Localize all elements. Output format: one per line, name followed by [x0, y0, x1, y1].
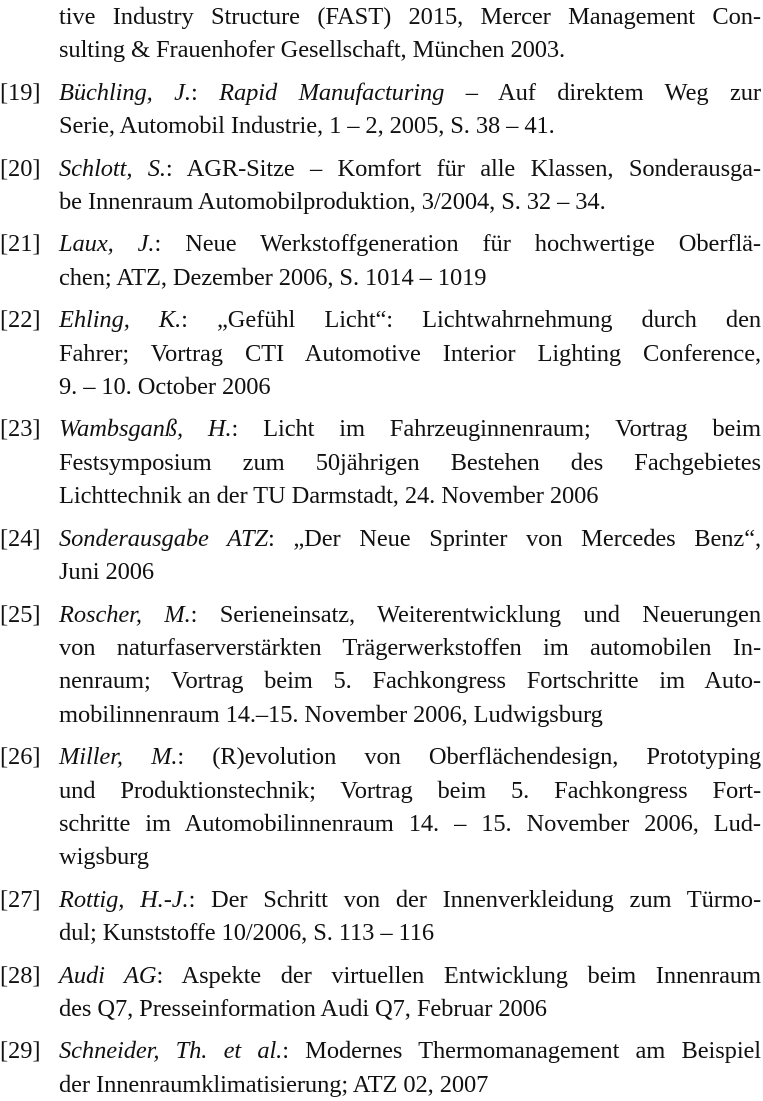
reference-text: : Neue Werkstoffgeneration für hochwertige Oberflä- [154, 230, 761, 258]
reference-text: : „Der Neue Sprinter von Mercedes Benz“, [268, 524, 761, 552]
reference-first-line [59, 1034, 761, 1067]
reference-line: des Q7, Presseinformation Audi Q7, Februar 2006 [59, 994, 547, 1022]
reference-first-line [59, 883, 761, 916]
reference-text: : Der Schritt von der Innenverkleidung zum Türmo- [188, 885, 761, 913]
reference-line: von naturfaserverstärkten Trägerwerkstoffen im automobilen In- [59, 633, 761, 661]
reference-line: wigsburg [59, 843, 149, 871]
reference-28 [0, 959, 761, 1026]
reference-author: Miller, M. [59, 743, 178, 771]
reference-20 [0, 152, 761, 219]
reference-first-line [59, 522, 761, 555]
reference-number: [21] [0, 230, 41, 258]
reference-number: [19] [0, 78, 41, 106]
reference-text: : „Gefühl Licht“: Lichtwahrnehmung durch den [181, 306, 762, 334]
reference-text: : Serieneinsatz, Weiterentwicklung und Neuerungen [190, 600, 761, 628]
reference-first-line [59, 76, 761, 109]
reference-line: tive Industry Structure (FAST) 2015, Mercer Management Con- [59, 3, 761, 30]
reference-line: der Innenraumklimatisierung; ATZ 02, 2007 [59, 1070, 489, 1098]
reference-number: [20] [0, 154, 41, 182]
reference-number: [29] [0, 1037, 41, 1065]
reference-author: Rottig, H.-J. [59, 885, 189, 913]
reference-number: [23] [0, 415, 41, 443]
reference-number: [22] [0, 306, 41, 334]
reference-line: Serie, Automobil Industrie, 1 – 2, 2005, S. 38 – 41. [59, 112, 555, 140]
reference-line: nenraum; Vortrag beim 5. Fachkongress Fortschritte im Auto- [59, 667, 761, 695]
reference-title: Rapid Manufacturing [219, 78, 445, 106]
reference-line: 9. – 10. October 2006 [59, 373, 271, 401]
reference-23 [0, 412, 761, 512]
reference-number: [27] [0, 885, 41, 913]
reference-line: dul; Kunststoffe 10/2006, S. 113 – 116 [59, 919, 435, 947]
reference-author: Laux, J. [59, 230, 155, 258]
reference-text: : AGR-Sitze – Komfort für alle Klassen, Sonderausga- [165, 154, 761, 182]
reference-24 [0, 522, 761, 589]
reference-21 [0, 227, 761, 294]
reference-separator: : [190, 78, 220, 106]
reference-text: : Modernes Thermomanagement am Beispiel [282, 1037, 762, 1065]
reference-author: Sonderausgabe ATZ [59, 524, 269, 552]
reference-line: und Produktionstechnik; Vortrag beim 5. Fachkongress Fort- [59, 776, 761, 804]
reference-line: be Innenraum Automobilproduktion, 3/2004, S. 32 – 34. [59, 188, 606, 216]
reference-author: Audi AG [59, 961, 157, 989]
reference-continuation [0, 0, 761, 67]
reference-author: Schlott, S. [59, 154, 166, 182]
reference-22 [0, 303, 761, 403]
reference-text: : Aspekte der virtuellen Entwicklung beim Innenraum [156, 961, 761, 989]
reference-29 [0, 1034, 761, 1101]
reference-first-line [59, 740, 761, 773]
reference-text: – Auf direktem Weg zur [444, 78, 761, 106]
reference-author: Schneider, Th. et al. [59, 1037, 283, 1065]
reference-25 [0, 598, 761, 732]
reference-26 [0, 740, 761, 874]
reference-line: Fahrer; Vortrag CTI Automotive Interior Lighting Conference, [59, 339, 761, 367]
reference-line: sulting & Frauenhofer Gesellschaft, München 2003. [59, 36, 566, 64]
reference-first-line [59, 412, 761, 445]
reference-number: [28] [0, 961, 41, 989]
reference-text: : Licht im Fahrzeuginnenraum; Vortrag beim [231, 415, 761, 443]
reference-first-line [59, 227, 761, 260]
reference-author: Wambsganß, H. [59, 415, 232, 443]
reference-first-line [59, 303, 761, 336]
reference-first-line [59, 152, 761, 185]
reference-line: Juni 2006 [59, 558, 155, 586]
reference-first-line [59, 959, 761, 992]
reference-author: Büchling, J. [59, 78, 191, 106]
reference-line: mobilinnenraum 14.–15. November 2006, Ludwigsburg [59, 700, 603, 728]
reference-27 [0, 883, 761, 950]
reference-text: : (R)evolution von Oberflächendesign, Prototyping [177, 743, 761, 771]
reference-line: Lichttechnik an der TU Darmstadt, 24. November 2006 [59, 482, 599, 510]
reference-19 [0, 76, 761, 143]
reference-author: Ehling, K. [59, 306, 182, 334]
reference-number: [25] [0, 600, 41, 628]
reference-number: [24] [0, 524, 41, 552]
reference-line: chen; ATZ, Dezember 2006, S. 1014 – 1019 [59, 263, 487, 291]
reference-first-line [59, 598, 761, 631]
reference-line: Festsymposium zum 50jährigen Bestehen des Fachgebietes [59, 448, 761, 476]
reference-author: Roscher, M. [59, 600, 191, 628]
reference-number: [26] [0, 743, 41, 771]
reference-line: schritte im Automobilinnenraum 14. – 15. November 2006, Lud- [59, 809, 761, 837]
